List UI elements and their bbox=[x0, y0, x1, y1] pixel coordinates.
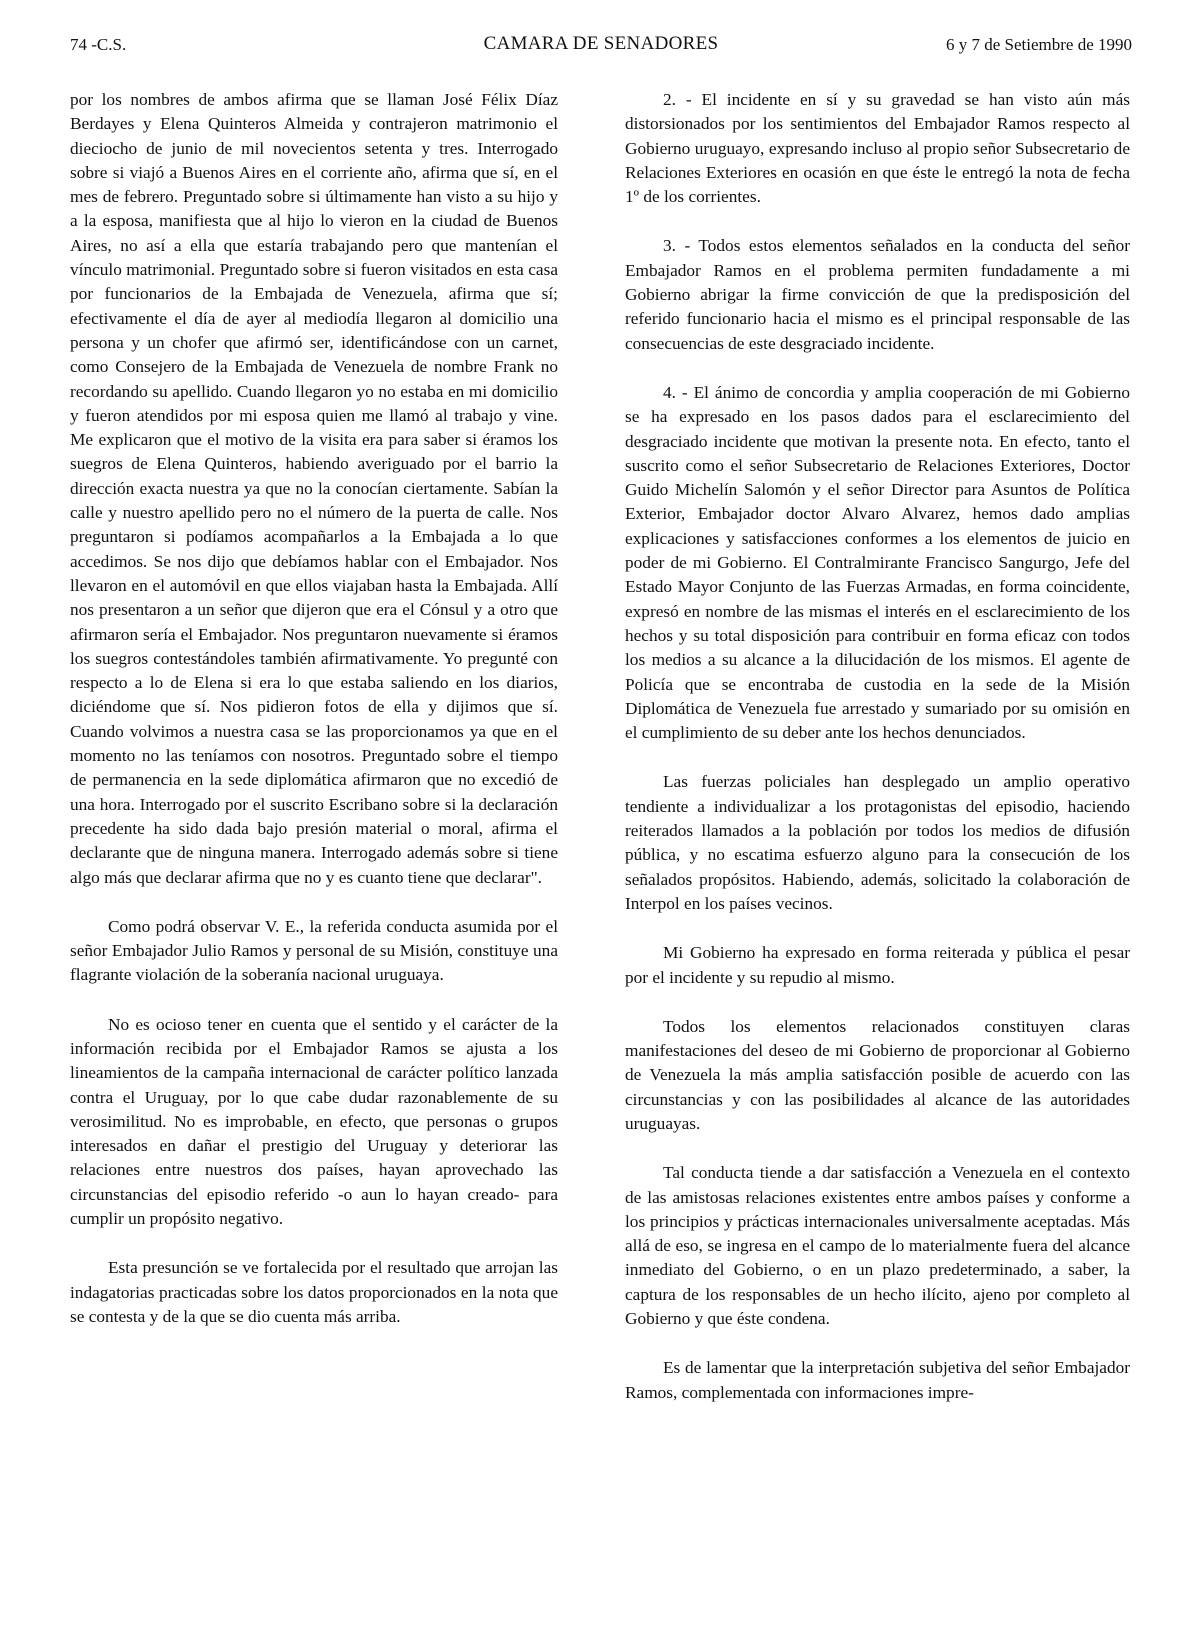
paragraph: Como podrá observar V. E., la referida conducta asumida por el señor Embajador Julio Ramos y personal de su Misión, constituye una flagrante violación de la soberanía nacional uruguaya. bbox=[70, 916, 558, 985]
chamber-title: CAMARA DE SENADORES bbox=[483, 33, 719, 54]
numbered-paragraph-2: 2. - El incidente en sí y su gravedad se han visto aún más distorsionados por los sentimientos del Embajador Ramos respecto al Gobierno uruguayo, expresando incluso al propio señor Subsecretario de Relaciones Exteriores en ocasión en que éste le entregó la nota de fecha 1º de los corrientes. bbox=[625, 90, 1130, 207]
paragraph: Es de lamentar que la interpretación subjetiva del señor Embajador Ramos, complementada con informaciones impre- bbox=[625, 1358, 1130, 1402]
paragraph: Las fuerzas policiales han desplegado un amplio operativo tendiente a individualizar a los protagonistas del episodio, haciendo reiterados llamados a la población por todos los medios de difusión pública, y no escatima esfuerzo alguno para la consecución de los señalados propósitos. Habiendo, además, solicitado la colaboración de Interpol en los países vecinos. bbox=[625, 772, 1130, 913]
page-header bbox=[70, 35, 1132, 65]
numbered-paragraph-3: 3. - Todos estos elementos señalados en la conducta del señor Embajador Ramos en el problema permiten fundadamente a mi Gobierno abrigar la firme convicción de que la predisposición del referido funcionario hacia el mismo es el principal responsable de las consecuencias de este desgraciado incidente. bbox=[625, 236, 1130, 353]
session-date: 6 y 7 de Setiembre de 1990 bbox=[945, 35, 1132, 54]
page-reference: 74 -C.S. bbox=[70, 35, 127, 54]
paragraph: Todos los elementos relacionados constituyen claras manifestaciones del deseo de mi Gobierno de proporcionar al Gobierno de Venezuela la más amplia satisfacción posible de acuerdo con las circunstancias y con las posibilidades al alcance de las autoridades uruguayas. bbox=[625, 1016, 1130, 1133]
paragraph: Tal conducta tiende a dar satisfacción a Venezuela en el contexto de las amistosas relaciones existentes entre ambos países y conforme a los principios y prácticas internacionales universalmente aceptadas. Más allá de eso, se ingresa en el campo de lo materialmente fuera del alcance inmediato del Gobierno, o en un plazo predeterminado, a saber, la captura de los responsables de un hecho ilícito, ajeno por completo al Gobierno y que éste condena. bbox=[625, 1163, 1130, 1329]
paragraph-testimony: por los nombres de ambos afirma que se llaman José Félix Díaz Berdayes y Elena Quinteros Almeida y contrajeron matrimonio el dieciocho de junio de mil novecientos setenta y tres. Interrogado sobre si viajó a Buenos Aires en el corriente año, afirma que sí, en el mes de febrero. Preguntado sobre si últimamente han visto a su hijo y a la esposa, manifiesta que al hijo lo vieron en la ciudad de Buenos Aires, no así a ella que estaría trabajando pero que mantenían el vínculo matrimonial. Preguntado sobre si fueron visitados en esta casa por funcionarios de la Embajada de Venezuela, afirma que sí; efectivamente el día de ayer al mediodía llegaron al domicilio una persona y un chofer que afirmó ser, identificándose con un carnet, como Consejero de la Embajada de Venezuela de nombre Frank no recordando su apellido. Cuando llegaron yo no estaba en mi domicilio y fueron atendidos por mi esposa quien me llamó al trabajo y vine. Me explicaron que el motivo de la visita era para saber si éramos los suegros de Elena Quinteros, habiendo averiguado por el barrio la dirección exacta nuestra ya que no la conocían ciertamente. Sabían la calle y nuestro apellido pero no el número de la puerta de calle. Nos preguntaron si podíamos acompañarlos a la Embajada a lo que accedimos. Se nos dijo que debíamos hablar con el Embajador. Nos llevaron en el automóvil en que ellos viajaban hasta la Embajada. Allí nos presentaron a un señor que dijeron que era el Cónsul y a otro que afirmaron sería el Embajador. Nos preguntaron nuevamente si éramos los suegros contestándoles también afirmativamente. Yo pregunté con respecto a lo de Elena si era lo que estaba saliendo en los diarios, diciéndome que sí. Nos pidieron fotos de ella y dijimos que sí. Cuando volvimos a nuestra casa se las proporcionamos ya que en el momento no las teníamos con nosotros. Preguntado sobre el tiempo de permanencia en la sede diplomática afirmaron que no excedió de una hora. Interrogado por el suscrito Escribano sobre si la declaración precedente ha sido dada bajo presión material o moral, afirma el declarante que de ninguna manera. Interrogado además sobre si tiene algo más que declarar afirma que no y es cuanto tiene que declarar". bbox=[70, 90, 558, 887]
left-column bbox=[70, 88, 558, 1354]
paragraph: Esta presunción se ve fortalecida por el resultado que arrojan las indagatorias practicadas sobre los datos proporcionados en la nota que se contesta y de la que se dio cuenta más arriba. bbox=[70, 1258, 558, 1326]
numbered-paragraph-4: 4. - El ánimo de concordia y amplia cooperación de mi Gobierno se ha expresado en los pasos dados para el esclarecimiento del desgraciado incidente que motivan la presente nota. En efecto, tanto el suscrito como el señor Subsecretario de Relaciones Exteriores, Doctor Guido Michelín Salomón y el señor Director para Asuntos de Política Exterior, Embajador doctor Alvaro Alvarez, hemos dado amplias explicaciones y satisfacciones conformes a los elementos de juicio en poder de mi Gobierno. El Contralmirante Francisco Sangurgo, Jefe del Estado Mayor Conjunto de las Fuerzas Armadas, en forma coincidente, expresó en nombre de las mismas el interés en el esclarecimiento de los hechos y su total disposición para contribuir en forma eficaz con todos los medios a su alcance a la dilucidación de los mismos. El agente de Policía que se encontraba de custodia en la sede de la Misión Diplomática de Venezuela fue arrestado y sumariado por su omisión en el cumplimiento de su deber ante los hechos denunciados. bbox=[625, 382, 1130, 743]
paragraph: Mi Gobierno ha expresado en forma reiterada y pública el pesar por el incidente y su repudio al mismo. bbox=[625, 943, 1130, 987]
paragraph: No es ocioso tener en cuenta que el sentido y el carácter de la información recibida por el Embajador Ramos se ajusta a los lineamientos de la campaña internacional de carácter político lanzada contra el Uruguay, por lo que cabe dudar razonablemente de su verosimilitud. No es improbable, en efecto, que personas o grupos interesados en dañar el prestigio del Uruguay y deteriorar las relaciones entre nuestros dos países, hayan aprovechado las circunstancias del episodio referido -o aun lo hayan creado- para cumplir un propósito negativo. bbox=[70, 1014, 558, 1229]
right-column bbox=[625, 88, 1130, 1430]
